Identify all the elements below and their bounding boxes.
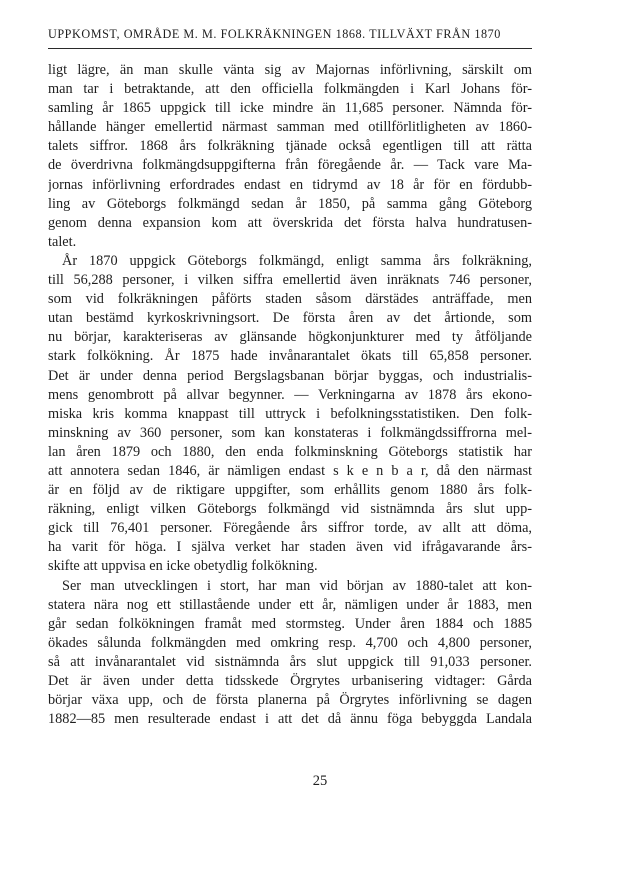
text-line: ökades sålunda folkmängden med omkring resp. 4,700 och 4,800 personer, [48,634,532,651]
text-line: räkning, enligt vilken Göteborgs folkmängd vid sistnämnda års slut upp- [48,501,532,518]
text-line: ling av Göteborgs folkmängd sedan år 1850, på samma gång Göteborg [48,195,532,212]
text-line: går sedan folkökningen framåt med stormsteg. Under åren 1884 och 1885 [48,615,532,632]
text-line: är en följd av de riktigare uppgifter, som erhållits genom 1880 års folk- [48,482,532,499]
text-line: utan bestämd kyrkoskrivningsort. De första åren av det årtionde, som [48,310,532,327]
text-line: att annotera sedan 1846, är nämligen endast s k e n b a r, då den närmast [48,462,532,479]
page-number: 25 [312,773,328,789]
text-line: gick till 76,401 personer. Föregående års siffror torde, av allt att döma, [48,520,532,537]
text-line: till 56,288 personer, i vilken siffra emellertid även inräknats 746 personer, [48,272,532,289]
text-line: mens genombrott på allvar begynner. — Verkningarna av 1878 års ekono- [48,386,532,403]
text-line: talet. [48,233,77,250]
text-line: Det är under denna period Bergslagsbanan börjar byggas, och industrialis- [48,367,532,384]
text-line: talets siffror. 1868 års folkräkning tjänade också egentligen till att rätta [48,138,532,155]
text-line: ha varit för höga. I själva verket har staden även vid ifrågavarande års- [48,539,532,556]
text-line: minskning av 360 personer, som kan konstateras i folkmängdssiffrorna mel- [48,424,532,441]
text-line: Ser man utvecklingen i stort, har man vid början av 1880-talet att kon- [62,577,532,594]
text-line: hållande hänger emellertid närmast samman med otillförlitligheten av 1860- [48,119,532,136]
text-line: 1882—85 men resulterade endast i att det då ännu föga bebyggda Landala [48,711,532,728]
text-line: jornas införlivning erfordrades endast en tidrymd av 18 år för en fördubb- [48,176,532,193]
header-rule [48,48,532,49]
text-line: lan åren 1879 och 1880, den enda folkminskning Göteborgs statistik har [48,443,532,460]
text-line: börjar växa upp, och de första planerna på Örgrytes införlivning se dagen [48,692,532,709]
text-line: stark folkökning. År 1875 hade invånarantalet ökats till 65,858 personer. [48,348,532,365]
text-line: År 1870 uppgick Göteborgs folkmängd, enligt samma års folkräkning, [62,252,532,269]
running-header: UPPKOMST, OMRÅDE M. M. FOLKRÄKNINGEN 1868. TILLVÄXT FRÅN 1870 [48,27,501,41]
text-line: statera nära nog ett stillastående under ett år, nämligen under år 1883, men [48,596,532,613]
text-line: så att invånarantalet vid sistnämnda års slut uppgick till 91,033 personer. [48,653,532,670]
text-line: nu börjar, karakteriseras av glänsande högkonjunkturer med ty åtföljande [48,329,532,346]
text-line: genom denna expansion kom att överskrida det första halva hundratusen- [48,214,532,231]
text-line: Det är även under detta tidsskede Örgrytes urbanisering vidtager: Gårda [48,673,532,689]
text-line: ligt lägre, än man skulle vänta sig av Majornas införlivning, särskilt om [48,62,532,78]
body-text [48,61,532,729]
text-line: man tar i betraktande, att den officiella folkmängden i Karl Johans för- [48,81,532,98]
text-line: de överdrivna folkmängdsuppgifterna från föregående år. — Tack vare Ma- [48,157,532,174]
text-line: som vid folkräkningen påförts staden såsom därstädes anträffade, men [48,291,532,308]
text-line: samling år 1865 uppgick till icke mindre än 11,685 personer. Nämnda för- [48,100,532,117]
text-line: miska kris komma knappast till uttryck i befolkningsstatistiken. Den folk- [48,405,532,422]
text-line: skifte att uppvisa en icke obetydlig folkökning. [48,558,318,575]
